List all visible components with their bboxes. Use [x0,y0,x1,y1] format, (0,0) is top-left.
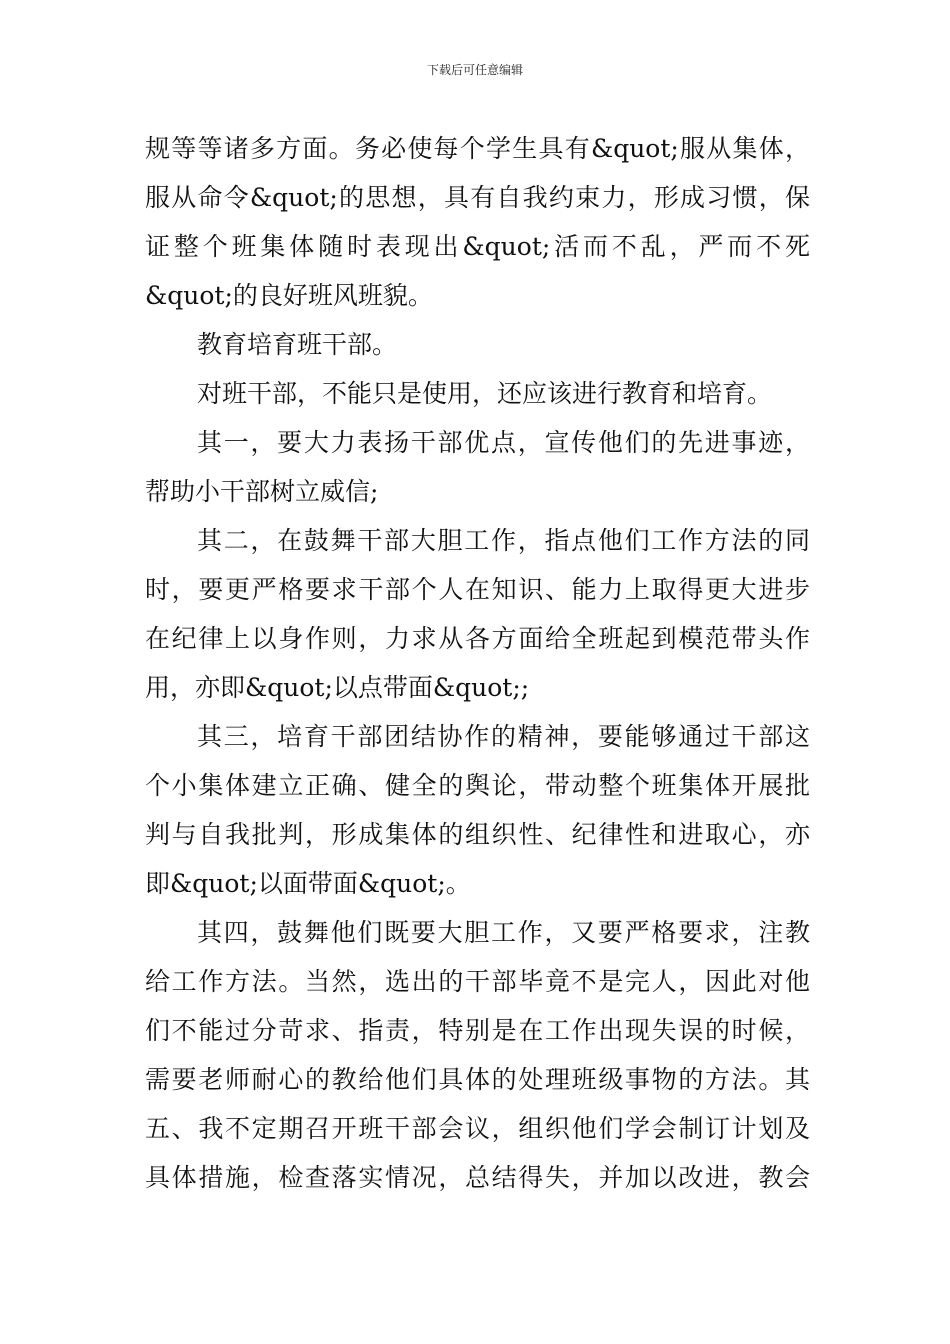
text-line: 其一，要大力表扬干部优点，宣传他们的先进事迹， [197,428,810,457]
text-line: 其二，在鼓舞干部大胆工作，指点他们工作方法的同 [197,526,810,555]
text-line: 用，亦即&quot;以点带面&quot;; [145,673,530,702]
text-line: 具体措施，检查落实情况，总结得失，并加以改进，教会 [145,1163,810,1192]
document-body [145,124,810,1202]
text-line: 五、我不定期召开班干部会议，组织他们学会制订计划及 [145,1114,810,1143]
text-line: 即&quot;以面带面&quot;。 [145,869,471,898]
text-line: 服从命令&quot;的思想，具有自我约束力，形成习惯，保 [145,183,810,212]
text-line: 个小集体建立正确、健全的舆论，带动整个班集体开展批 [145,771,810,800]
text-line: 教育培育班干部。 [197,330,398,359]
text-line: 对班干部，不能只是使用，还应该进行教育和培育。 [197,379,773,408]
text-line: 帮助小干部树立威信; [145,477,379,506]
text-line: 们不能过分苛求、指责，特别是在工作出现失误的时候， [145,1016,810,1045]
text-line: 在纪律上以身作则，力求从各方面给全班起到模范带头作 [145,624,810,653]
text-line: 需要老师耐心的教给他们具体的处理班级事物的方法。其 [145,1065,810,1094]
text-line: 其三，培育干部团结协作的精神，要能够通过干部这 [197,722,810,751]
text-line: 判与自我批判，形成集体的组织性、纪律性和进取心，亦 [145,820,810,849]
text-line: 证整个班集体随时表现出&quot;活而不乱，严而不死 [145,232,810,261]
text-line: 给工作方法。当然，选出的干部毕竟不是完人，因此对他 [145,967,810,996]
text-line: 其四，鼓舞他们既要大胆工作，又要严格要求，注教 [197,918,810,947]
text-line: 规等等诸多方面。务必使每个学生具有&quot;服从集体， [145,134,810,163]
text-line: &quot;的良好班风班貌。 [145,281,433,310]
text-line: 时，要更严格要求干部个人在知识、能力上取得更大进步 [145,575,810,604]
page-header: 下载后可任意编辑 [426,63,523,77]
